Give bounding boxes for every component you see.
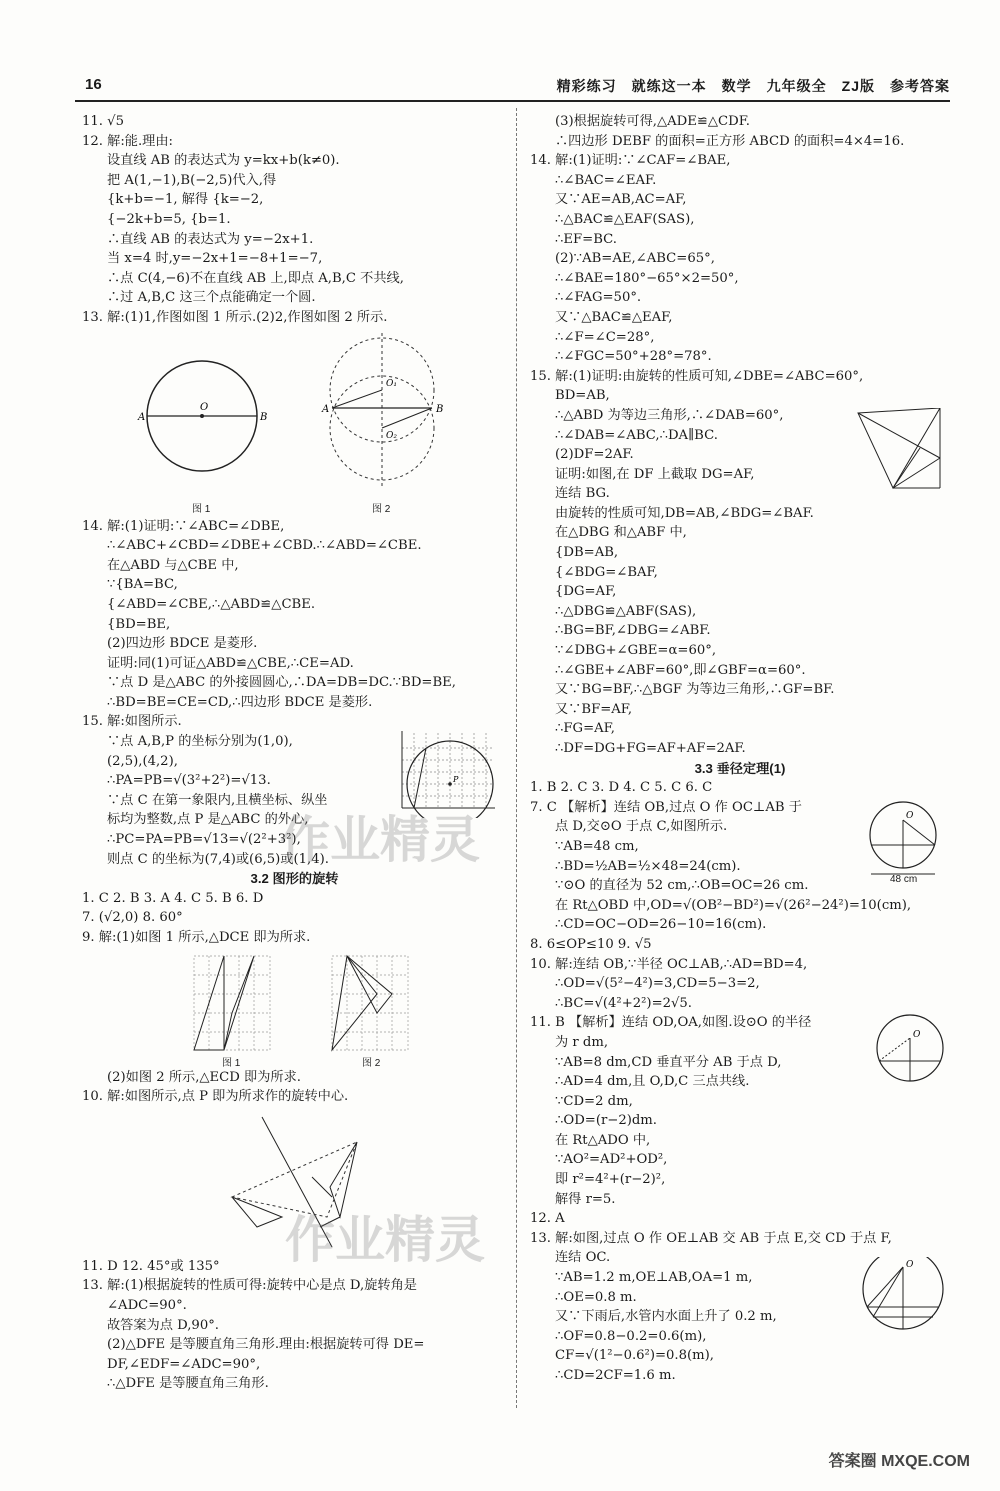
answer-line: (2,5),(4,2), xyxy=(107,753,178,769)
svg-text:B: B xyxy=(260,411,268,423)
svg-text:O: O xyxy=(906,1259,914,1270)
answer-line: 故答案为点 D,90°. xyxy=(107,1317,219,1333)
answer-line: 连结 OC. xyxy=(555,1250,611,1266)
answer-line: 15. 解:(1)证明:由旋转的性质可知,∠DBE=∠ABC=60°, xyxy=(530,368,864,384)
dimension-label: 48 cm xyxy=(890,873,918,885)
svg-text:P: P xyxy=(453,775,459,785)
answer-line: 1. B 2. C 3. D 4. C 5. C 6. C xyxy=(530,780,713,796)
answer-line: 12. A xyxy=(530,1211,565,1227)
answer-line: ∴PC=PA=PB=√13=√(2²+3²), xyxy=(107,832,301,848)
answer-line: DF,∠EDF=∠ADC=90°, xyxy=(107,1356,261,1372)
answer-line: ∴OE=0.8 m. xyxy=(555,1289,637,1305)
answer-line: ∴BG=BF,∠DBG=∠ABF. xyxy=(555,623,711,639)
watermark-1: 作业精灵 xyxy=(280,812,480,868)
answer-line: 在 Rt△OBD 中,OD=√(OB²−BD²)=√(26²−24²)=10(cm), xyxy=(555,897,912,913)
answer-line: 又∵BG=BF,∴△BGF 为等边三角形,∴GF=BF. xyxy=(555,682,835,698)
answer-line: ∴BD=BE=CE=CD,∴四边形 BDCE 是菱形. xyxy=(107,694,373,710)
brand-watermark: 答案圈 MXQE.COM xyxy=(828,1453,970,1470)
answer-line: ∴BD=½AB=½×48=24(cm). xyxy=(555,858,741,874)
answer-line: {∠ABD=∠CBE,∴△ABD≌△CBE. xyxy=(107,596,316,612)
answer-line: ∴CD=2CF=1.6 m. xyxy=(555,1368,676,1383)
chord-circle-figure xyxy=(865,1013,955,1098)
answer-line: ∴∠F=∠C=28°, xyxy=(555,329,655,345)
answer-line: 7. (√2,0) 8. 60° xyxy=(82,910,183,926)
answer-line: ∴EF=BC. xyxy=(555,231,617,247)
answer-line: ∴△ABD 为等边三角形,∴∠DAB=60°, xyxy=(555,407,784,423)
svg-text:O₁: O₁ xyxy=(386,378,397,389)
section-title: 3.3 垂径定理(1) xyxy=(694,760,786,776)
answer-line: 11. B 【解析】连结 OD,OA,如图.设⊙O 的半径 xyxy=(530,1015,812,1031)
answer-line: {∠BDG=∠BAF, xyxy=(555,564,658,580)
answer-line: ∴∠FGC=50°+28°=78°. xyxy=(555,349,712,365)
answer-line: 12. 解:能.理由: xyxy=(82,133,173,149)
answer-line: ∵AO²=AD²+OD², xyxy=(555,1152,668,1168)
column-divider xyxy=(516,108,517,1408)
answer-line: ∵点 A,B,P 的坐标分别为(1,0), xyxy=(107,734,293,750)
figure-9 xyxy=(82,948,507,1068)
answer-line: ∠ADC=90°. xyxy=(107,1297,187,1313)
answer-line: ∵AB=1.2 m,OE⊥AB,OA=1 m, xyxy=(555,1270,753,1286)
answer-line: ∴△BAC≌△EAF(SAS), xyxy=(555,211,695,227)
answer-line: 连结 BG. xyxy=(555,486,610,502)
figure-7-block xyxy=(530,798,950,935)
circle-figures xyxy=(82,328,502,503)
answer-line: 13. 解:如图,过点 O 作 OE⊥AB 交 AB 于点 E,交 CD 于点 F, xyxy=(530,1230,892,1246)
answer-line: ∴∠FAG=50°. xyxy=(555,290,642,306)
answer-line: ∵AB=48 cm, xyxy=(555,838,639,854)
answer-line: 证明:如图,在 DF 上截取 DG=AF, xyxy=(555,466,755,482)
answer-line: ∴PA=PB=√(3²+2²)=√13. xyxy=(107,773,271,789)
svg-text:B: B xyxy=(436,403,444,415)
answer-line: 10. 解:如图所示,点 P 即为所求作的旋转中心. xyxy=(82,1089,349,1105)
answer-line: BD=AB, xyxy=(555,388,610,404)
answer-line: 在△ABD 与△CBE 中, xyxy=(107,557,239,573)
answer-line: ∴CD=OC−OD=26−10=16(cm). xyxy=(555,917,767,933)
answer-line: ∵点 C 在第一象限内,且横坐标、纵坐 xyxy=(107,792,328,808)
pipe-water-figure xyxy=(855,1257,950,1347)
answer-line: ∴FG=AF, xyxy=(555,721,615,737)
svg-text:O₂: O₂ xyxy=(386,430,397,441)
figure-caption: 图 2 xyxy=(372,503,391,515)
answer-line: ∴点 C(4,−6)不在直线 AB 上,即点 A,B,C 不共线, xyxy=(107,270,404,286)
answer-line: 8. 6≤OP≤10 9. √5 xyxy=(530,936,652,952)
answer-line: {DB=AB, xyxy=(555,545,619,561)
answer-line: 当 x=4 时,y=−2x+1=−8+1=−7, xyxy=(107,251,323,267)
equilateral-figure xyxy=(848,408,948,493)
answer-line: {−2k+b=5, {b=1. xyxy=(107,211,231,227)
answer-line: 9. 解:(1)如图 1 所示,△DCE 即为所求. xyxy=(82,930,311,945)
answer-line: 由旋转的性质可知,DB=AB,∠BDG=∠BAF. xyxy=(555,505,814,521)
section-title: 3.2 图形的旋转 xyxy=(250,871,339,887)
figure-11-block xyxy=(530,1013,950,1209)
answer-line: 又∵下雨后,水管内水面上升了 0.2 m, xyxy=(555,1309,777,1325)
answer-line: 13. 解:(1)根据旋转的性质可得:旋转中心是点 D,旋转角是 xyxy=(82,1278,417,1294)
page-number: 16 xyxy=(85,76,102,93)
answer-line: 7. C 【解析】连结 OB,过点 O 作 OC⊥AB 于 xyxy=(530,799,802,815)
answer-line: CF=√(1²−0.6²)=0.8(m), xyxy=(555,1348,714,1364)
figure-13 xyxy=(82,328,507,515)
right-column xyxy=(530,112,950,1386)
answer-line: ∴∠ABC+∠CBD=∠DBE+∠CBD.∴∠ABD=∠CBE. xyxy=(107,538,422,554)
answer-line: 解得 r=5. xyxy=(555,1191,616,1207)
answer-line: 11. √5 xyxy=(82,114,124,129)
answer-line: 设直线 AB 的表达式为 y=kx+b(k≠0). xyxy=(107,153,340,169)
answer-line: 在△DBG 和△ABF 中, xyxy=(555,525,687,541)
answer-line: ∴OD=(r−2)dm. xyxy=(555,1113,657,1129)
answer-line: ∵点 D 是△ABC 的外接圆圆心,∴DA=DB=DC.∵BD=BE, xyxy=(107,675,456,691)
answer-line: ∴OD=√(5²−4²)=3,CD=5−3=2, xyxy=(555,976,760,992)
answer-line: (2)DF=2AF. xyxy=(555,447,634,463)
figure-13-right-block xyxy=(530,1229,950,1386)
answer-line: ∴∠BAE=180°−65°×2=50°, xyxy=(555,270,739,286)
answer-line: 标均为整数,点 P 是△ABC 的外心, xyxy=(107,812,309,828)
watermark-2: 作业精灵 xyxy=(285,1212,485,1268)
answer-line: ∵∠DBG+∠GBE=α=60°, xyxy=(555,643,717,659)
svg-text:O: O xyxy=(906,810,914,821)
answer-line: ∴∠DAB=∠ABC,∴DA∥BC. xyxy=(555,427,718,443)
svg-text:A: A xyxy=(322,403,330,415)
answer-line: 即 r²=4²+(r−2)², xyxy=(555,1172,666,1188)
answer-line: (2)∵AB=AE,∠ABC=65°, xyxy=(555,251,715,267)
answer-line: (2)如图 2 所示,△ECD 即为所求. xyxy=(107,1069,301,1085)
answer-line: (3)根据旋转可得,△ADE≌△CDF. xyxy=(555,114,751,129)
answer-line: ∴△DBG≌△ABF(SAS), xyxy=(555,603,697,619)
svg-text:O: O xyxy=(200,401,209,413)
figure-caption: 图 1 xyxy=(192,503,211,515)
answer-line: 点 D,交⊙O 于点 C,如图所示. xyxy=(555,819,728,835)
answer-line: ∴直线 AB 的表达式为 y=−2x+1. xyxy=(107,231,314,247)
answer-line: (2)四边形 BDCE 是菱形. xyxy=(107,636,258,652)
svg-text:O: O xyxy=(913,1030,921,1041)
answer-line: 13. 解:(1)1,作图如图 1 所示.(2)2,作图如图 2 所示. xyxy=(82,309,388,325)
figure-15-right-block xyxy=(530,386,950,504)
answer-line: 则点 C 的坐标为(7,4)或(6,5)或(1,4). xyxy=(107,851,329,867)
grid-triangle-figures xyxy=(82,948,502,1058)
answer-line: ∴∠BAC=∠EAF. xyxy=(555,172,657,188)
answer-line: 又∵△BAC≌△EAF, xyxy=(555,309,673,325)
answer-line: (2)△DFE 是等腰直角三角形.理由:根据旋转可得 DE= xyxy=(107,1337,425,1353)
answer-line: ∴AD=4 dm,且 O,D,C 三点共线. xyxy=(555,1074,750,1090)
header-title: 精彩练习 就练这一本 数学 九年级全 ZJ版 参考答案 xyxy=(556,78,950,94)
answer-line: {k+b=−1, 解得 {k=−2, xyxy=(107,192,264,208)
answer-line: 又∵BF=AF, xyxy=(555,701,633,717)
answer-line: 10. 解:连结 OB,∵半径 OC⊥AB,∴AD=BD=4, xyxy=(530,956,808,972)
answer-line: ∴△DFE 是等腰直角三角形. xyxy=(107,1376,269,1392)
page-header xyxy=(75,70,950,102)
answer-line: ∴DF=DG+FG=AF+AF=2AF. xyxy=(555,741,746,756)
answer-line: ∵{BA=BC, xyxy=(107,577,178,593)
answer-line: ∴OF=0.8−0.2=0.6(m), xyxy=(555,1328,707,1344)
answer-line: 在 Rt△ADO 中, xyxy=(555,1132,651,1148)
answer-line: 1. C 2. B 3. A 4. C 5. B 6. D xyxy=(82,890,264,906)
answer-line: ∴BC=√(4²+2²)=2√5. xyxy=(555,995,692,1011)
answer-line: 证明:同(1)可证△ABD≌△CBE,∴CE=AD. xyxy=(107,655,354,671)
answer-line: {DG=AF, xyxy=(555,584,617,600)
figure-caption: 图 2 xyxy=(362,1057,381,1069)
answer-line: ∴过 A,B,C 这三个点能确定一个圆. xyxy=(107,290,316,306)
answer-line: 15. 解:如图所示. xyxy=(82,714,182,730)
answer-line: 为 r dm, xyxy=(555,1034,609,1050)
answer-line: ∵AB=8 dm,CD 垂直平分 AB 于点 D, xyxy=(555,1054,782,1070)
answer-line: ∴四边形 DEBF 的面积=正方形 ABCD 的面积=4×4=16. xyxy=(555,133,905,149)
answer-line: ∵⊙O 的直径为 52 cm,∴OB=OC=26 cm. xyxy=(555,878,809,894)
answer-line: ∵CD=2 dm, xyxy=(555,1093,633,1109)
svg-text:A: A xyxy=(138,411,146,423)
pipe-circle-figure xyxy=(858,800,953,880)
figure-caption: 图 1 xyxy=(222,1057,241,1069)
answer-line: {BD=BE, xyxy=(107,616,171,632)
answer-line: 把 A(1,−1),B(−2,5)代入,得 xyxy=(107,172,277,188)
answer-line: 又∵AE=AB,AC=AF, xyxy=(555,192,687,208)
answer-line: 14. 解:(1)证明:∵∠CAF=∠BAE, xyxy=(530,153,731,169)
answer-line: 14. 解:(1)证明:∵∠ABC=∠DBE, xyxy=(82,518,285,534)
answer-line: 11. D 12. 45°或 135° xyxy=(82,1258,220,1274)
answer-line: ∴∠GBE+∠ABF=60°,即∠GBF=α=60°. xyxy=(555,662,806,678)
